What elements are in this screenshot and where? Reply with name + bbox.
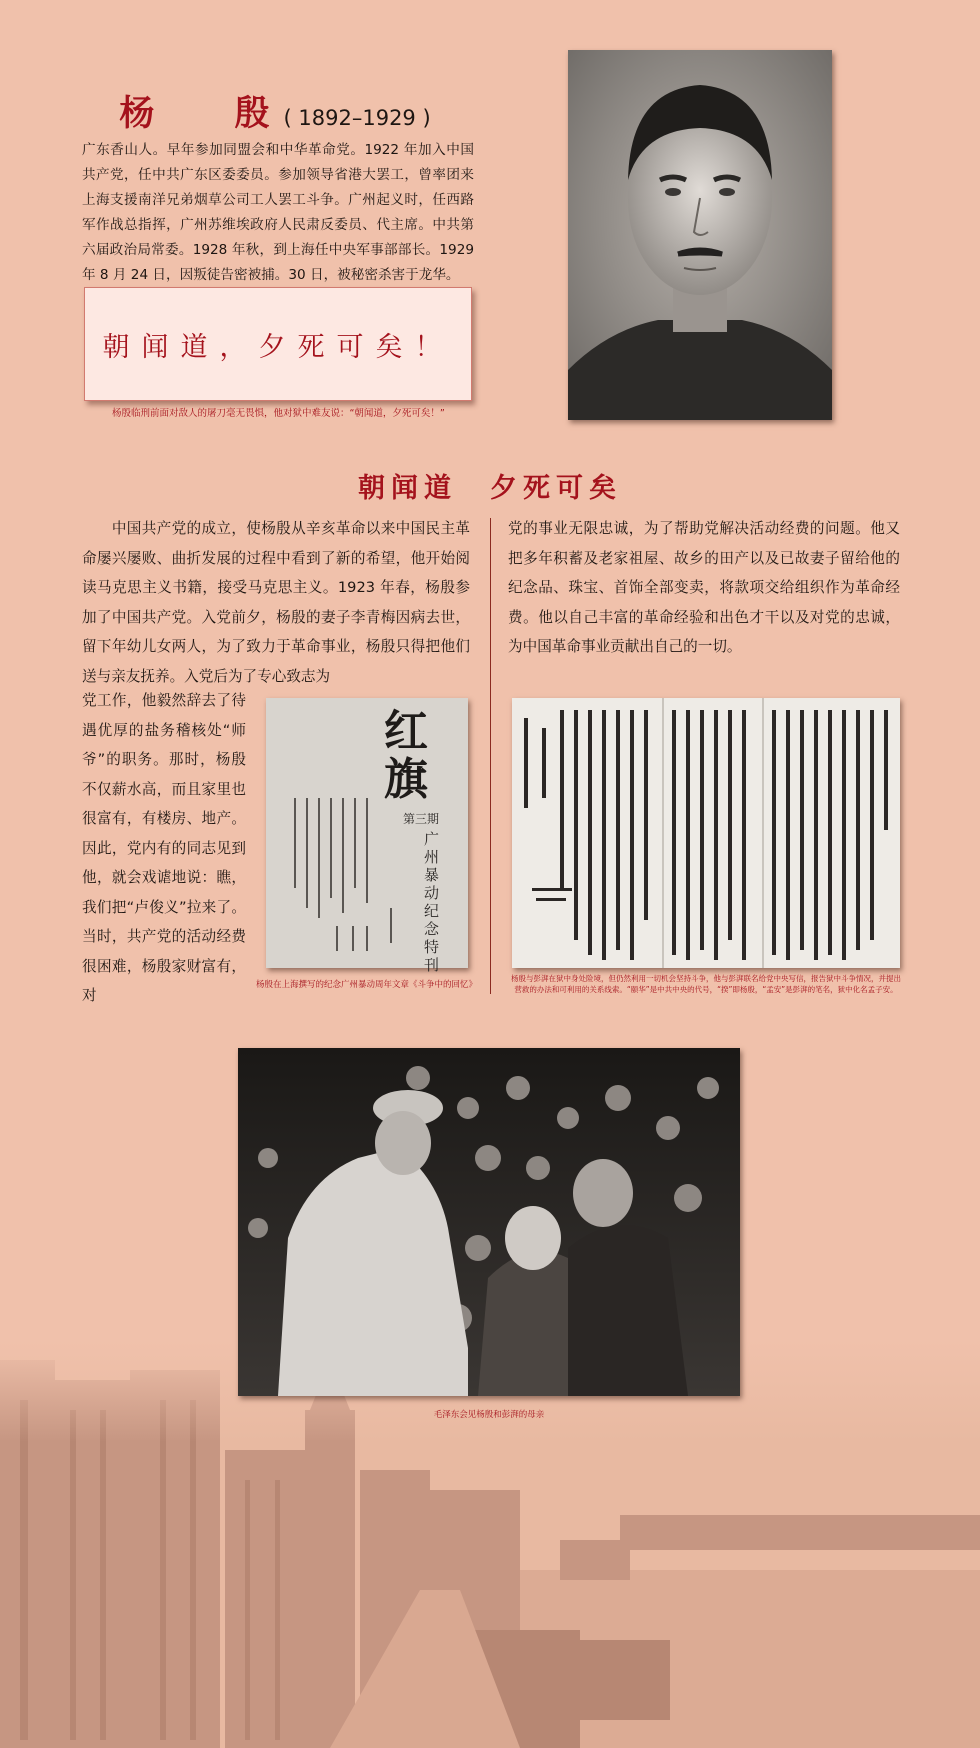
quote-box (84, 287, 472, 401)
hongqi-title: 红旗 (384, 706, 428, 805)
portrait-photo (568, 50, 832, 420)
paragraph-right: 党的事业无限忠诚，为了帮助党解决活动经费的问题。他又把多年积蓄及老家祖屋、故乡的田产以及已故妻子留给他的纪念品、珠宝、首饰全部变卖，将款项交给组织作为革命经费。他以自己丰富的革命经验和出色才干以及对党的忠诚，为中国革命事业贡献出自己的一切。 (508, 520, 900, 655)
letter-caption: 杨殷与彭湃在狱中身处险境，但仍然利用一切机会坚持斗争，他与彭湃联名给党中央写信，报告狱中斗争情况，并提出营救的办法和可利用的关系线索。“颐华”是中共中央的代号，“揆”即杨殷，“孟安”是彭湃的笔名，狱中化名孟子安。 (511, 974, 901, 994)
biography-text: 广东香山人。早年参加同盟会和中华革命党。1922 年加入中国共产党，任中共广东区委委员。参加领导省港大罢工，曾率团来上海支援南洋兄弟烟草公司工人罢工斗争。广州起义时，任西路军作战总指挥，广州苏维埃政府人民肃反委员、代主席。中共第六届政治局常委。1928 年秋，到上海任中央军事部部长。1929 年 8 月 24 日，因叛徒告密被捕。30 日，被秘密杀害于龙华。 (82, 142, 474, 283)
meeting-photo (238, 1048, 740, 1396)
hongqi-issue: 第三期 (402, 812, 439, 826)
handwritten-letter-photo (512, 698, 900, 968)
section-title: 朝闻道 夕死可矣 (358, 473, 622, 504)
paragraph-left: 中国共产党的成立，使杨殷从辛亥革命以来中国民主革命屡兴屡败、曲折发展的过程中看到了新的希望，他开始阅读马克思主义书籍，接受马克思主义。1923 年春，杨殷参加了中国共产党。入党前夕，杨殷的妻子李青梅因病去世，留下年幼儿女两人，为了致力于革命事业，杨殷只得把他们送与亲友抚养。入党后为了专心致志为 (82, 520, 470, 685)
hongqi-special-issue: 广州暴动纪念特刊 (424, 830, 440, 974)
title-row (80, 86, 470, 136)
quote-text: 朝闻道，夕死可矣！ (102, 331, 454, 363)
hongqi-caption: 杨殷在上海撰写的纪念广州暴动周年文章《斗争中的回忆》 (256, 980, 478, 990)
meeting-caption: 毛泽东会见杨殷和彭湃的母亲 (433, 1410, 545, 1420)
column-divider (490, 518, 491, 994)
city-panorama-background (0, 1340, 980, 1748)
life-years: ( 1892–1929 ) (283, 106, 431, 130)
hongqi-magazine-cover (266, 698, 468, 974)
person-name: 杨 殷 (119, 93, 304, 134)
quote-caption: 杨殷临刑前面对敌人的屠刀毫无畏惧，他对狱中难友说：“朝闻道，夕死可矣！” (112, 408, 445, 419)
paragraph-left-continued: 党工作，他毅然辞去了待遇优厚的盐务稽核处“师爷”的职务。那时，杨殷不仅薪水高，而且家里也很富有，有楼房、地产。因此，党内有的同志见到他，就会戏谑地说：瞧，我们把“卢俊义”拉来了。当时，共产党的活动经费很困难，杨殷家财富有，对 (82, 692, 246, 1004)
